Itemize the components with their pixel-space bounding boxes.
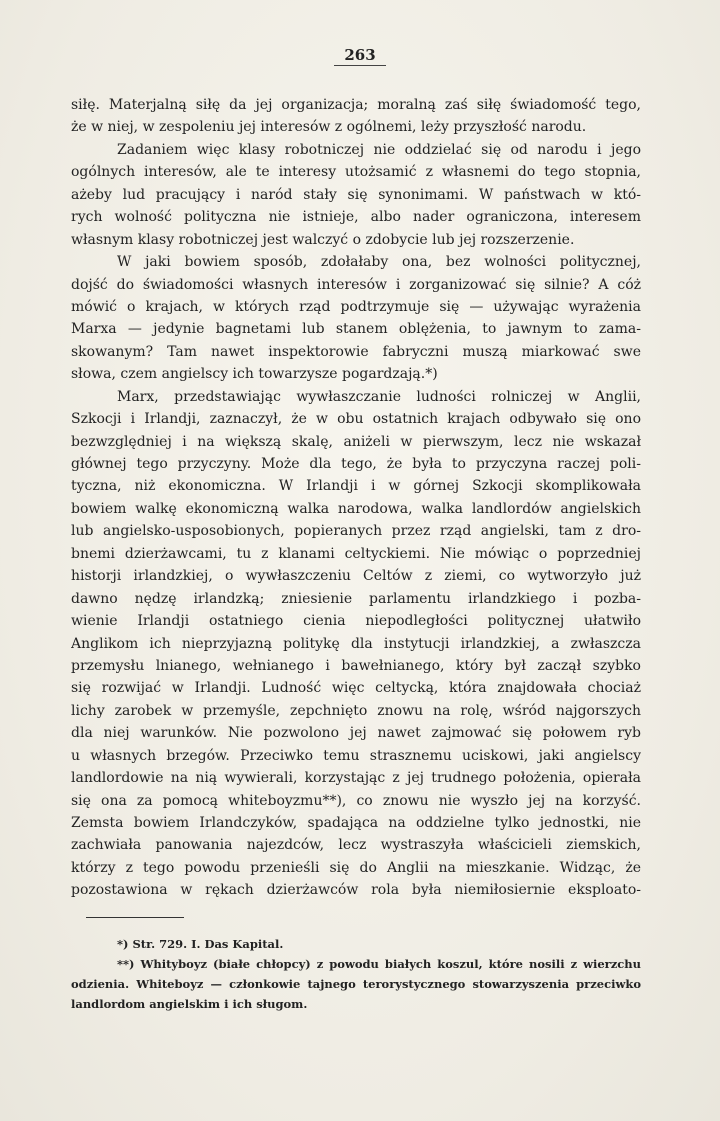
text-line: Zadaniem więc klasy robotniczej nie oddzielać się od narodu i jego [117, 141, 641, 158]
footnote-line: *) Str. 729. I. Das Kapital. [117, 937, 284, 951]
body-text [71, 94, 641, 902]
text-line: przemysłu lnianego, wełnianego i bawełnianego, który był zaczął szybko [71, 657, 641, 674]
text-line: rych wolność polityczna nie istnieje, albo nader ograniczona, interesem [71, 209, 641, 226]
text-line: ażeby lud pracujący i naród stały się synonimami. W państwach w któ- [71, 186, 641, 203]
text-line: własnym klasy robotniczej jest walczyć o zdobycie lub jej rozszerzenie. [71, 231, 575, 248]
text-line: zachwiała panowania najezdców, lecz wystraszyła właścicieli ziemskich, [71, 837, 641, 854]
text-line: u własnych brzegów. Przeciwko temu strasznemu uciskowi, jaki angielscy [71, 747, 641, 764]
page-number-text: 263 [334, 46, 385, 66]
text-line: Marxa — jedynie bagnetami lub stanem oblężenia, to jawnym to zama- [71, 321, 641, 338]
text-line: historji irlandzkiej, o wywłaszczeniu Celtów z ziemi, co wytworzyło już [71, 568, 641, 585]
text-line: Zemsta bowiem Irlandczyków, spadająca na oddzielne tylko jednostki, nie [71, 815, 641, 831]
text-line: dojść do świadomości własnych interesów i zorganizować się silnie? A cóż [71, 276, 641, 293]
footnote-line: **) Whityboyz (białe chłopcy) z powodu białych koszul, które nosili z wierzchu [117, 957, 641, 971]
text-line: się rozwijać w Irlandji. Ludność więc celtycką, która znajdowała chociaż [71, 680, 641, 697]
text-line: się ona za pomocą whiteboyzmu**), co znowu nie wyszło jej na korzyść. [71, 792, 641, 809]
text-line: mówić o krajach, w których rząd podtrzymuje się — używając wyrażenia [71, 298, 641, 315]
text-line: lub angielsko-usposobionych, popieranych przez rząd angielski, tam z dro- [71, 523, 641, 540]
text-line: W jaki bowiem sposób, zdołałaby ona, bez wolności politycznej, [117, 254, 641, 271]
text-line: landlordowie na nią wywierali, korzystając z jej trudnego położenia, opierała [71, 770, 641, 787]
page-number [0, 46, 720, 66]
text-line: pozostawiona w rękach dzierżawców rola była niemiłosiernie eksploato- [71, 882, 641, 899]
text-line: bezwzględniej i na większą skalę, aniżeli w pierwszym, lecz nie wskazał [71, 433, 641, 450]
text-line: słowa, czem angielscy ich towarzysze pogardzają.*) [71, 366, 438, 383]
text-line: Marx, przedstawiając wywłaszczanie ludności rolniczej w Anglii, [117, 388, 641, 405]
text-line: bnemi dzierżawcami, tu z klanami celtyckiemi. Nie mówiąc o poprzedniej [71, 545, 641, 562]
footnote-line: landlordom angielskim i ich sługom. [71, 997, 308, 1011]
text-line: Szkocji i Irlandji, zaznaczył, że w obu ostatnich krajach odbywało się ono [71, 411, 641, 428]
text-line: ogólnych interesów, ale te interesy utożsamić z własnemi do tego stopnia, [71, 164, 641, 181]
text-line: że w niej, w zespoleniu jej interesów z ogólnemi, leży przyszłość narodu. [71, 119, 587, 136]
text-line: skowanym? Tam nawet inspektorowie fabryczni muszą miarkować swe [71, 343, 641, 360]
text-line: głównej tego przyczyny. Może dla tego, że była to przyczyna raczej poli- [71, 456, 641, 472]
text-line: siłę. Materjalną siłę da jej organizacja; moralną zaś siłę świadomość tego, [71, 97, 641, 113]
text-line: dla niej warunków. Nie pozwolono jej nawet zajmować się połowem ryb [71, 725, 641, 742]
text-line: którzy z tego powodu przenieśli się do Anglii na mieszkanie. Widząc, że [71, 859, 641, 876]
text-line: lichy zarobek w przemyśle, zepchnięto znowu na rolę, wśród najgorszych [71, 702, 641, 719]
footnote-divider [86, 917, 184, 918]
text-line: Anglikom ich nieprzyjazną politykę dla instytucji irlandzkiej, a zwłaszcza [71, 635, 641, 652]
footnote-line: odzienia. Whiteboyz — członkowie tajnego terorystycznego stowarzyszenia przeciwko [71, 977, 641, 991]
text-line: bowiem walkę ekonomiczną walka narodowa, walka landlordów angielskich [71, 500, 641, 517]
footnotes [71, 934, 641, 1014]
text-line: dawno nędzę irlandzką; zniesienie parlamentu irlandzkiego i pozba- [71, 590, 641, 607]
text-line: tyczna, niż ekonomiczna. W Irlandji i w górnej Szkocji skomplikowała [71, 478, 641, 495]
text-line: wienie Irlandji ostatniego cienia niepodległości politycznej ułatwiło [71, 613, 641, 630]
